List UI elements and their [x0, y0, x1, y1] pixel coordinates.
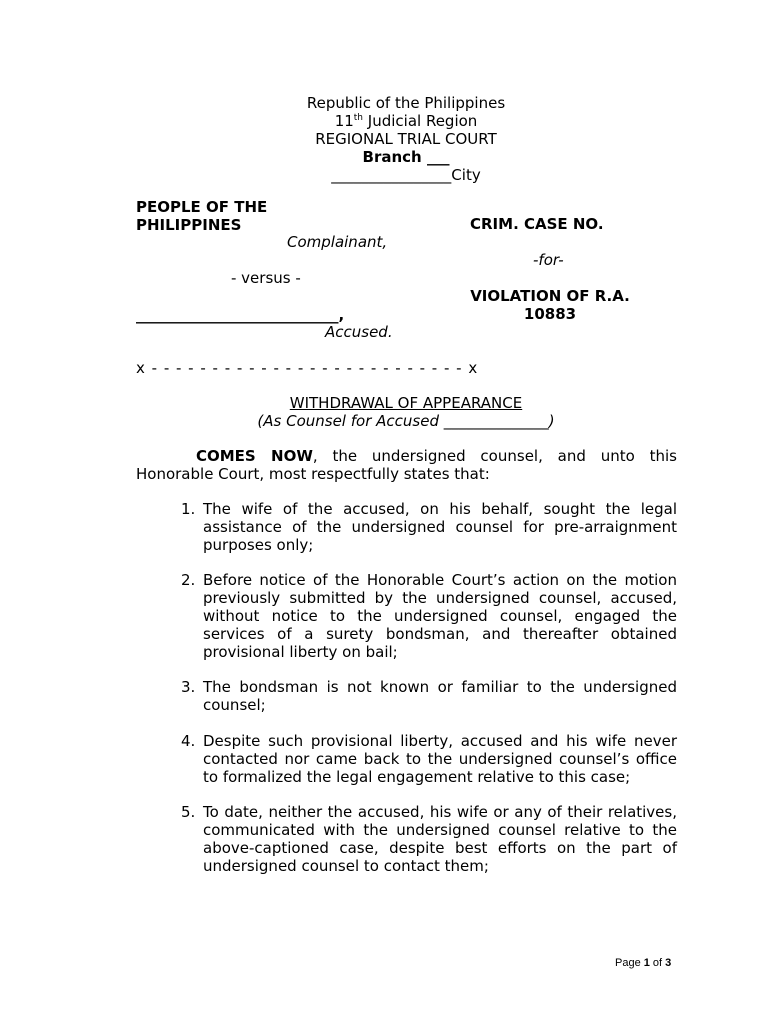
list-item-text: Despite such provisional liberty, accused and his wife never contacted nor came back to the undersigned counsel’s office to formalized the legal engagement relative to this case; — [203, 731, 677, 786]
city-line: ________________City — [331, 166, 481, 184]
republic-line: Republic of the Philippines — [306, 94, 506, 112]
list-item-number: 1. — [181, 500, 196, 518]
list-item-text: Before notice of the Honorable Court’s action on the motion previously submitted by the undersigned counsel, accused, without notice to the undersigned counsel, engaged the services of a surety bondsman, and thereafter obtained provisional liberty on bail; — [203, 571, 677, 661]
list-item-text: The bondsman is not known or familiar to the undersigned counsel; — [203, 678, 677, 715]
title-subtitle: (As Counsel for Accused ______________) — [257, 412, 555, 430]
accused-name-blank: ___________________________, — [136, 306, 345, 324]
page-total: 3 — [665, 957, 672, 969]
page-number — [615, 957, 671, 969]
accused-label: Accused. — [325, 323, 393, 341]
people-line-2: PHILIPPINES — [136, 216, 242, 234]
list-item-text: The wife of the accused, on his behalf, sought the legal assistance of the undersigned counsel for pre-arraignment purposes only; — [203, 500, 677, 554]
list-item-number: 2. — [181, 571, 196, 590]
versus-label: - versus - — [231, 269, 301, 287]
people-line-1: PEOPLE OF THE — [136, 198, 268, 216]
complainant-label: Complainant, — [287, 233, 388, 251]
list-item — [181, 572, 677, 661]
complainant-party — [136, 198, 267, 234]
region-suffix: th — [353, 113, 364, 123]
intro-text: , the undersigned counsel, and unto this Honorable Court, most respectfully states that: — [136, 447, 678, 483]
violation-line-1: VIOLATION OF R.A. — [470, 287, 630, 305]
caption-divider: x - - - - - - - - - - - - - - - - - - - - - - - - - - x — [136, 359, 479, 377]
intro-lead: COMES NOW — [196, 447, 313, 465]
court-name: REGIONAL TRIAL COURT — [315, 130, 497, 148]
page-of-word: of — [649, 957, 666, 969]
page-word: Page — [615, 957, 644, 969]
numbered-list — [181, 501, 677, 894]
list-item — [181, 733, 677, 786]
region-text: Judicial Region — [363, 112, 478, 130]
region-line — [136, 112, 676, 130]
list-item — [181, 501, 677, 554]
list-item-number: 4. — [181, 731, 196, 750]
list-item-text: To date, neither the accused, his wife or any of their relatives, communicated with the undersigned counsel relative to the above-captioned case, despite best efforts on the part of undersigned counsel to contact them; — [203, 803, 677, 875]
for-label: -for- — [533, 251, 564, 269]
violation-line-2: 10883 — [523, 305, 577, 323]
case-number-label: CRIM. CASE NO. — [470, 215, 604, 233]
court-header — [136, 94, 676, 184]
list-item — [181, 804, 677, 875]
page-current: 1 — [643, 957, 650, 969]
document-title — [136, 394, 676, 430]
violation-label — [450, 287, 650, 323]
intro-paragraph — [136, 447, 677, 483]
list-item-number: 3. — [181, 678, 196, 697]
branch-line: Branch ___ — [362, 148, 450, 166]
title-main: WITHDRAWAL OF APPEARANCE — [289, 394, 523, 412]
list-item — [181, 679, 677, 715]
list-item-number: 5. — [181, 803, 196, 822]
region-number: 11 — [334, 112, 354, 130]
